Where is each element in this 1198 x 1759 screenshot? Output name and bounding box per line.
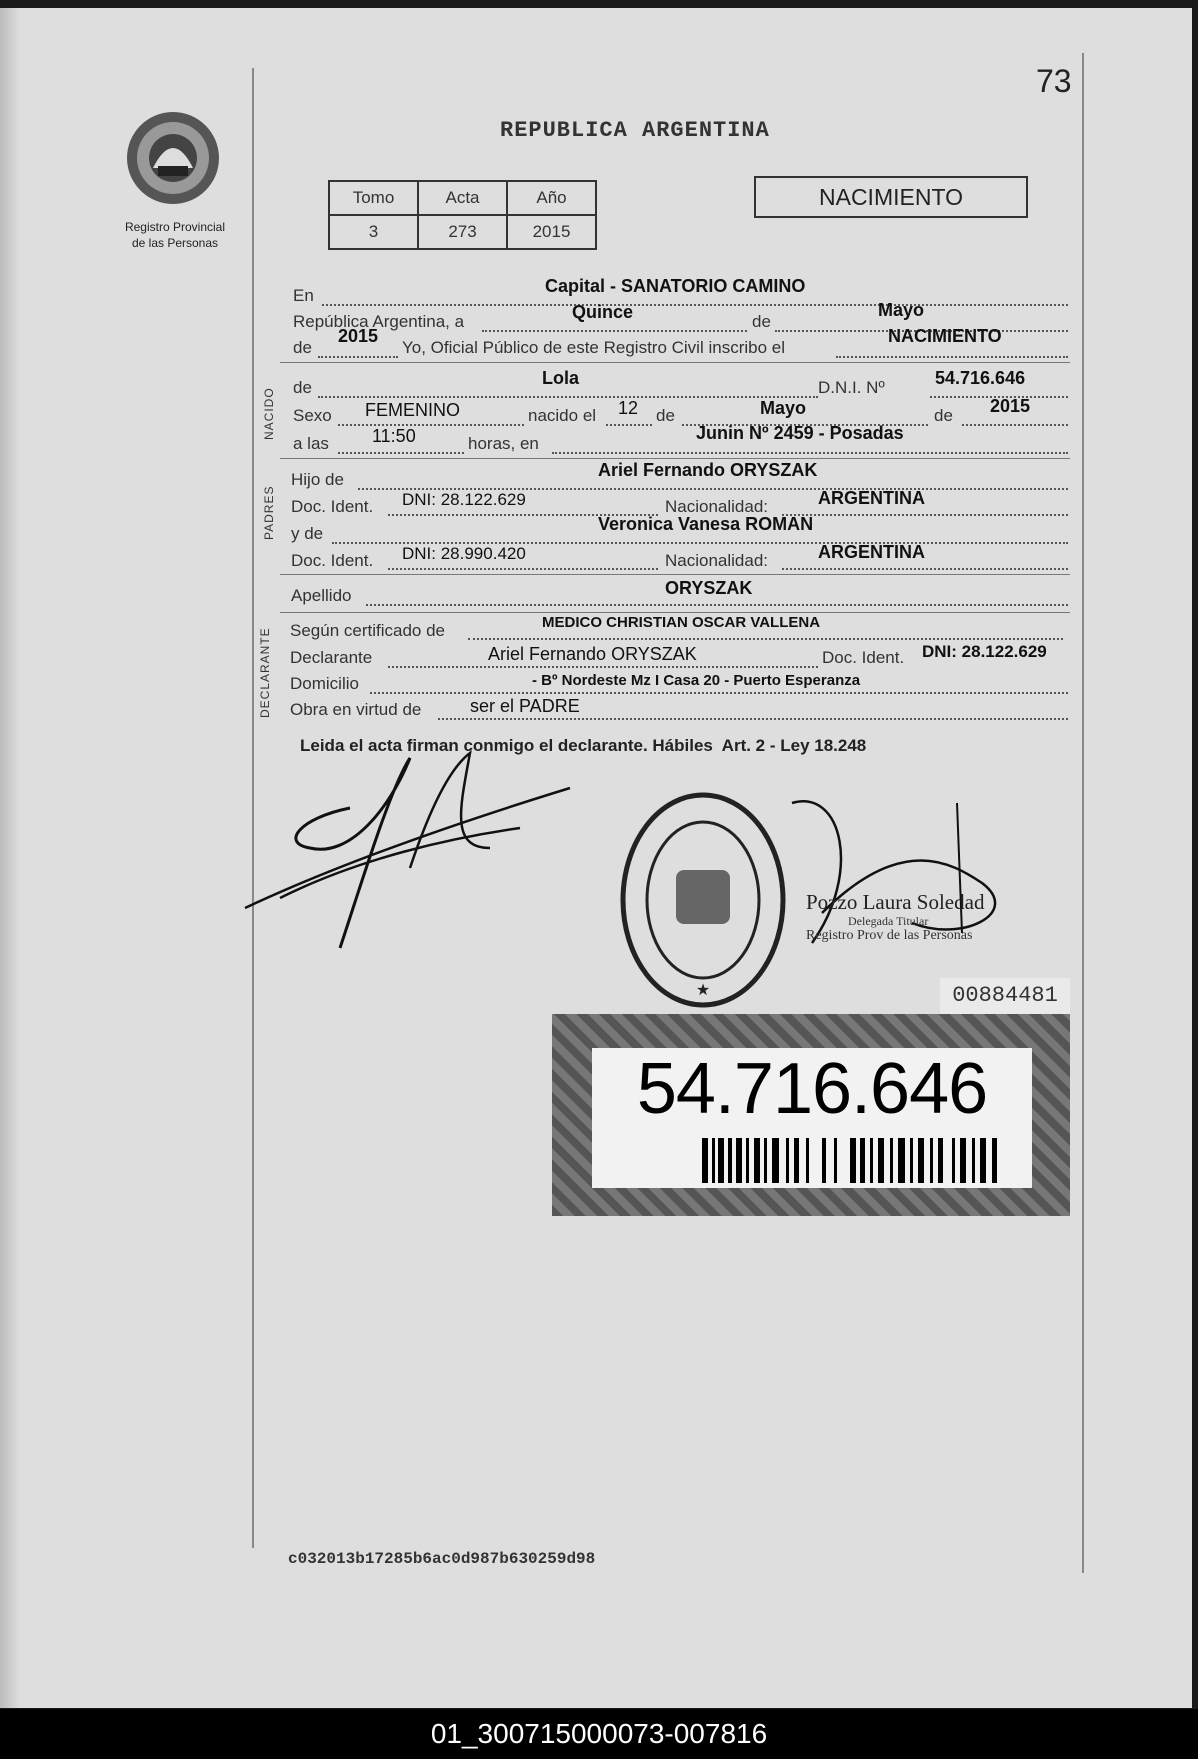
dotline [836, 356, 1068, 358]
dotline [388, 666, 818, 668]
label-obra: Obra en virtud de [290, 700, 422, 719]
label-de-year: de [293, 338, 312, 357]
father-name: Ariel Fernando ORYSZAK [598, 460, 818, 480]
seal-icon [118, 108, 228, 218]
birth-place: Junin Nº 2459 - Posadas [696, 423, 904, 443]
rule [280, 612, 1070, 613]
dotline [366, 604, 1068, 606]
address-value: - Bº Nordeste Mz I Casa 20 - Puerto Esperanza [532, 672, 861, 689]
birth-time: 11:50 [372, 426, 416, 446]
mother-name: Veronica Vanesa ROMAN [598, 514, 814, 534]
right-margin-line [1082, 53, 1084, 1573]
label-horas: horas, en [468, 434, 539, 453]
svg-text:★: ★ [695, 982, 711, 999]
dotline [782, 514, 1068, 516]
registry-name-line1: Registro Provincial [124, 220, 226, 234]
rule [280, 574, 1070, 575]
registry-name-line2: de las Personas [131, 236, 219, 250]
dotline [338, 452, 464, 454]
dotline [782, 568, 1068, 570]
label-sexo: Sexo [293, 406, 332, 425]
father-doc: DNI: 28.122.629 [402, 490, 526, 509]
label-de-name: de [293, 378, 312, 397]
birth-day: 12 [618, 398, 639, 418]
section-label-padres: PADRES [262, 485, 276, 540]
dotline [962, 424, 1068, 426]
surname-value: ORYSZAK [665, 578, 753, 598]
label-republica: República Argentina, a [293, 312, 465, 331]
ref-header-tomo: Tomo [329, 181, 418, 215]
closing-statement: Leida el acta firman conmigo el declarante. Hábiles Art. 2 - Ley 18.248 [300, 736, 867, 755]
certificate-value: MEDICO CHRISTIAN OSCAR VALLENA [542, 614, 821, 631]
birth-month: Mayo [760, 398, 807, 418]
reference-table [328, 180, 597, 250]
dotline [606, 424, 652, 426]
mother-doc: DNI: 28.990.420 [402, 544, 526, 563]
id-number-sticker [552, 1014, 1070, 1216]
ref-value-anio: 2015 [507, 215, 596, 249]
ref-value-acta: 273 [418, 215, 507, 249]
ref-header-anio: Año [507, 181, 596, 215]
label-nac-father: Nacionalidad: [665, 497, 769, 516]
label-doc-mother: Doc. Ident. [291, 551, 374, 570]
dotline [468, 638, 1063, 640]
official-role: Delegada Titular [848, 914, 929, 928]
document-page [0, 8, 1192, 1708]
declarant-signature [240, 748, 580, 958]
label-de-birth-year: de [934, 406, 953, 425]
declarant-doc: DNI: 28.122.629 [922, 642, 1047, 661]
rule [280, 458, 1070, 459]
mother-nationality: ARGENTINA [818, 542, 925, 562]
child-dni: 54.716.646 [935, 368, 1026, 388]
label-hijo-de: Hijo de [291, 470, 344, 489]
rule [280, 362, 1070, 363]
child-name: Lola [542, 368, 580, 388]
father-nationality: ARGENTINA [818, 488, 925, 508]
dotline [482, 330, 747, 332]
obra-value: ser el PADRE [470, 696, 580, 716]
ref-value-tomo: 3 [329, 215, 418, 249]
registry-stamp [618, 790, 788, 1010]
label-declarante: Declarante [290, 648, 373, 667]
label-doc-father: Doc. Ident. [291, 497, 374, 516]
month-value: Mayo [878, 300, 925, 320]
birth-year: 2015 [990, 396, 1031, 416]
registration-sentence: Yo, Oficial Público de este Registro Civil inscribo el [402, 338, 785, 357]
document-hash: c032013b17285b6ac0d987b630259d98 [288, 1550, 596, 1568]
registered-type: NACIMIENTO [888, 326, 1002, 346]
place-value: Capital - SANATORIO CAMINO [545, 276, 806, 296]
sticker-label [592, 1048, 1032, 1188]
document-title: REPUBLICA ARGENTINA [500, 118, 770, 143]
label-y-de: y de [291, 524, 324, 543]
provincial-seal [118, 108, 228, 218]
ref-header-acta: Acta [418, 181, 507, 215]
scan-footer-id: 01_300715000073-007816 [0, 1709, 1198, 1759]
label-doc-declarant: Doc. Ident. [822, 648, 905, 667]
label-nac-mother: Nacionalidad: [665, 551, 769, 570]
dotline [322, 304, 1068, 306]
section-label-nacido: NACIDO [262, 387, 276, 440]
dotline [552, 452, 1068, 454]
dotline [318, 396, 818, 398]
record-type-box: NACIMIENTO [754, 176, 1028, 218]
label-segun: Según certificado de [290, 621, 445, 640]
dotline [318, 356, 398, 358]
section-label-declarante: DECLARANTE [258, 627, 272, 718]
dotline [338, 424, 524, 426]
dotline [370, 692, 1068, 694]
label-a-las: a las [293, 434, 329, 453]
serial-number: 00884481 [940, 978, 1070, 1014]
barcode [702, 1138, 1002, 1183]
dotline [388, 568, 658, 570]
sticker-number: 54.716.646 [636, 1049, 988, 1129]
day-word: Quince [572, 302, 634, 322]
label-apellido: Apellido [291, 586, 352, 605]
label-dni: D.N.I. Nº [818, 378, 885, 397]
label-domicilio: Domicilio [290, 674, 359, 693]
declarant-name: Ariel Fernando ORYSZAK [488, 644, 697, 664]
label-de-month: de [752, 312, 771, 331]
label-nacido-el: nacido el [528, 406, 597, 425]
child-sex: FEMENINO [365, 400, 461, 420]
label-de-birth-month: de [656, 406, 675, 425]
page-number: 73 [1036, 63, 1072, 99]
official-name: Pozzo Laura Soledad [806, 890, 985, 914]
year-value: 2015 [338, 326, 379, 346]
dotline [438, 718, 1068, 720]
label-en: En [293, 286, 314, 305]
official-office: Registro Prov de las Personas [806, 928, 973, 943]
